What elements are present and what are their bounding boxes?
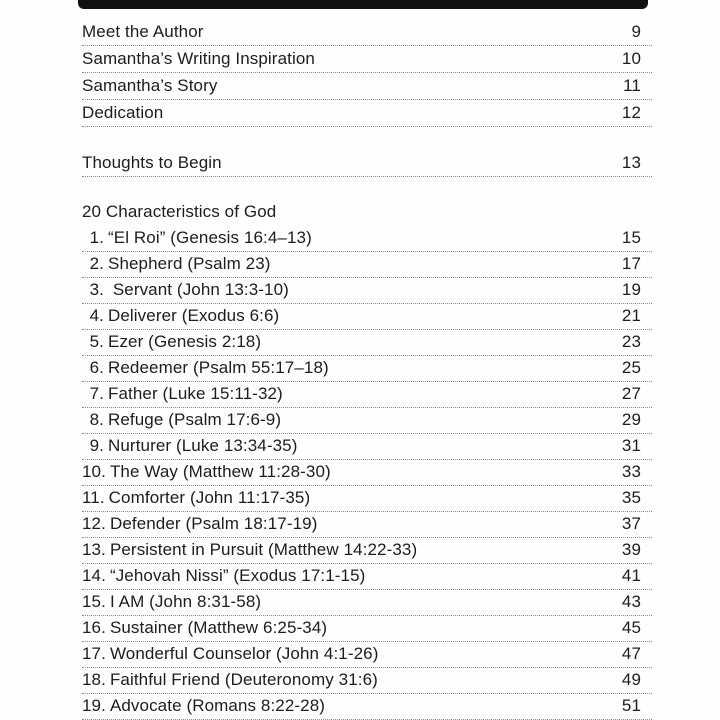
toc-entry-label: Wonderful Counselor (John 4:1-26): [109, 644, 379, 664]
toc-row: [82, 100, 652, 127]
toc-entry-label: Advocate (Romans 8:22-28): [109, 696, 326, 716]
toc-entry-number: 14.: [82, 566, 106, 586]
toc-entry-number: 15.: [82, 592, 106, 612]
toc-entry-page-number: 41: [621, 566, 641, 586]
toc-entry-label: Sustainer (Matthew 6:25-34): [109, 618, 328, 638]
section-title: 20 Characteristics of God: [82, 202, 277, 222]
toc-entry-label: Faithful Friend (Deuteronomy 31:6): [109, 670, 378, 690]
section-gap: [82, 127, 652, 151]
toc-entry-page-number: 25: [621, 358, 641, 378]
toc-entry-label: Samantha’s Story: [82, 76, 218, 96]
toc-entry-label: Shepherd (Psalm 23): [108, 254, 271, 274]
toc-entry-number: 13.: [82, 540, 106, 560]
toc-entry-page-number: 33: [621, 462, 641, 482]
toc-entry-number: 6.: [89, 358, 104, 378]
toc-entry-page-number: 13: [621, 153, 641, 173]
standalone-list: [82, 151, 652, 177]
toc-row: [82, 408, 652, 434]
toc-row: [82, 642, 652, 668]
toc-entry-label: Defender (Psalm 18:17-19): [109, 514, 318, 534]
table-of-contents: [82, 19, 652, 720]
toc-row: [82, 19, 652, 46]
section-entry-list: [82, 226, 652, 720]
toc-entry-label: I AM (John 8:31-58): [109, 592, 262, 612]
toc-row: [82, 694, 652, 720]
toc-row: [82, 460, 652, 486]
section-title-row: [82, 200, 652, 226]
toc-row: [82, 356, 652, 382]
toc-row: [82, 46, 652, 73]
toc-entry-label: “Jehovah Nissi” (Exodus 17:1-15): [109, 566, 366, 586]
toc-entry-label: Refuge (Psalm 17:6-9): [108, 410, 282, 430]
toc-entry-number: 1.: [89, 228, 104, 248]
section-gap: [82, 177, 652, 200]
top-banner-bar: [78, 0, 648, 9]
toc-row: [82, 512, 652, 538]
toc-entry-label: Father (Luke 15:11-32): [108, 384, 283, 404]
toc-entry-number: 17.: [82, 644, 106, 664]
toc-entry-page-number: 45: [621, 618, 641, 638]
toc-entry-number: 10.: [82, 462, 106, 482]
toc-entry-label: Comforter (John 11:17-35): [108, 488, 311, 508]
toc-row: [82, 252, 652, 278]
toc-entry-label: Thoughts to Begin: [82, 153, 222, 173]
toc-row: [82, 278, 652, 304]
toc-row: [82, 434, 652, 460]
toc-entry-label: Deliverer (Exodus 6:6): [108, 306, 280, 326]
toc-entry-page-number: 29: [621, 410, 641, 430]
toc-entry-label: Ezer (Genesis 2:18): [108, 332, 262, 352]
toc-entry-number: 16.: [82, 618, 106, 638]
toc-entry-page-number: 35: [621, 488, 641, 508]
toc-entry-number: 11.: [82, 488, 105, 508]
toc-entry-page-number: 39: [621, 540, 641, 560]
toc-entry-page-number: 47: [621, 644, 641, 664]
toc-entry-page-number: 12: [621, 103, 641, 123]
toc-entry-number: 18.: [82, 670, 106, 690]
toc-entry-number: 12.: [82, 514, 106, 534]
toc-entry-page-number: 23: [621, 332, 641, 352]
toc-entry-page-number: 43: [621, 592, 641, 612]
toc-row: [82, 538, 652, 564]
toc-entry-page-number: 9: [631, 22, 641, 42]
toc-entry-label: Nurturer (Luke 13:34-35): [108, 436, 298, 456]
toc-row: [82, 486, 652, 512]
toc-row: [82, 73, 652, 100]
toc-entry-page-number: 15: [621, 228, 641, 248]
toc-entry-page-number: 10: [621, 49, 641, 69]
toc-row: [82, 304, 652, 330]
toc-entry-number: 5.: [89, 332, 104, 352]
toc-entry-number: 4.: [89, 306, 104, 326]
toc-entry-label: Persistent in Pursuit (Matthew 14:22-33): [109, 540, 418, 560]
toc-entry-label: The Way (Matthew 11:28-30): [109, 462, 331, 482]
toc-entry-number: 9.: [89, 436, 104, 456]
toc-row: [82, 668, 652, 694]
toc-row: [82, 590, 652, 616]
toc-entry-label: Servant (John 13:3-10): [108, 280, 289, 300]
toc-entry-page-number: 51: [621, 696, 641, 716]
toc-entry-label: Meet the Author: [82, 22, 204, 42]
toc-entry-number: 8.: [89, 410, 104, 430]
toc-row: [82, 564, 652, 590]
toc-entry-label: Redeemer (Psalm 55:17–18): [108, 358, 329, 378]
toc-entry-page-number: 11: [623, 76, 641, 96]
toc-entry-page-number: 27: [621, 384, 641, 404]
toc-entry-page-number: 31: [621, 436, 641, 456]
toc-entry-page-number: 37: [621, 514, 641, 534]
toc-entry-page-number: 49: [621, 670, 641, 690]
toc-row: [82, 616, 652, 642]
toc-entry-page-number: 17: [621, 254, 641, 274]
toc-entry-number: 2.: [89, 254, 104, 274]
toc-row: [82, 226, 652, 252]
toc-row: [82, 151, 652, 177]
toc-entry-page-number: 21: [621, 306, 641, 326]
toc-entry-page-number: 19: [621, 280, 641, 300]
toc-entry-number: 7.: [89, 384, 104, 404]
toc-entry-number: 3.: [89, 280, 104, 300]
toc-entry-label: Samantha’s Writing Inspiration: [82, 49, 315, 69]
front-matter-list: [82, 19, 652, 127]
toc-row: [82, 382, 652, 408]
toc-entry-label: “El Roi” (Genesis 16:4–13): [108, 228, 312, 248]
toc-row: [82, 330, 652, 356]
toc-entry-label: Dedication: [82, 103, 164, 123]
toc-entry-number: 19.: [82, 696, 106, 716]
